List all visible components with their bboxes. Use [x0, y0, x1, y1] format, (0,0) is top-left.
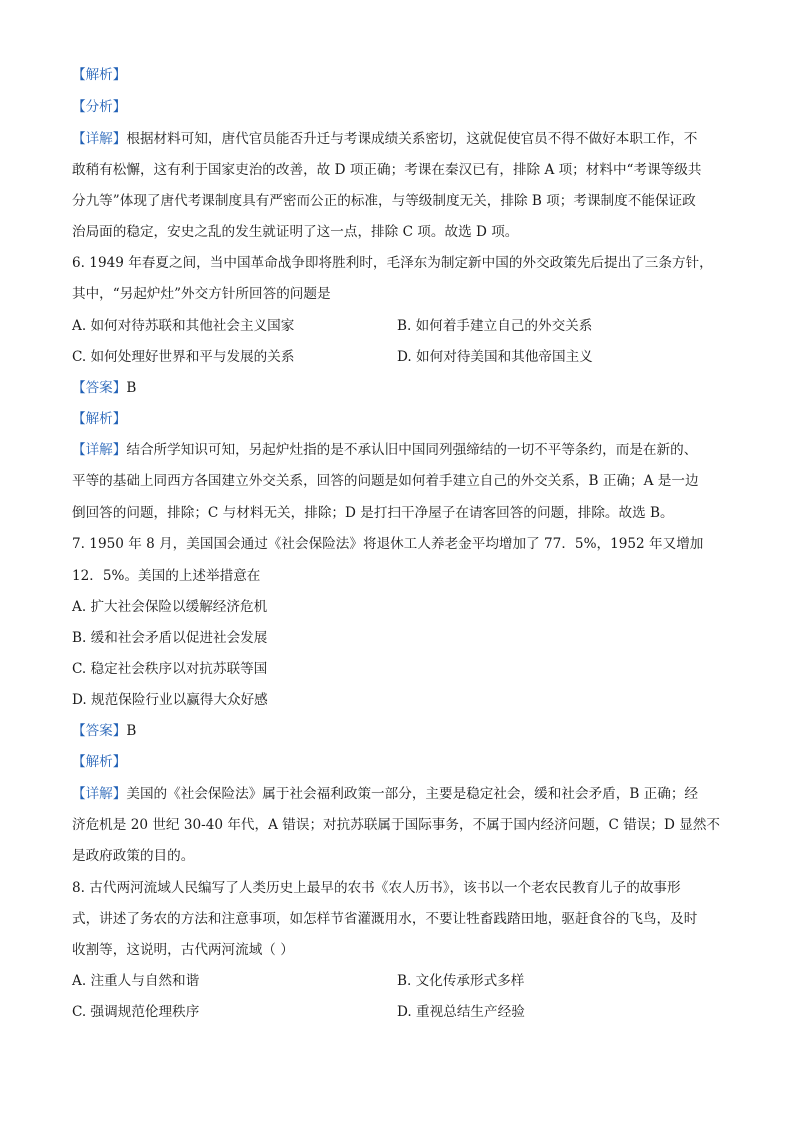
- q7-detail-line: [72, 784, 732, 804]
- q7-stem-line: 7. 1950 年 8 月，美国国会通过《社会保险法》将退休工人养老金平均增加了 77．5%，1952 年又增加: [72, 536, 704, 552]
- analysis-label: 【解析】: [72, 411, 127, 427]
- q6-answer-value: B: [126, 380, 137, 396]
- q6-detail-text: 结合所学知识可知，另起炉灶指的是不承认旧中国同列强缔结的一切不平等条约，而是在新的、: [126, 442, 698, 458]
- analysis-label: 【解析】: [72, 67, 127, 83]
- q8-option-a: A. 注重人与自然和谐: [72, 973, 200, 989]
- q6-stem-line: 6. 1949 年春夏之间，当中国革命战争即将胜利时，毛泽东为制定新中国的外交政策先后提出了三条方针，: [72, 255, 713, 271]
- q7-detail-text: 美国的《社会保险法》属于社会福利政策一部分，主要是稳定社会，缓和社会矛盾，B 正确；经: [126, 786, 699, 802]
- q7-option-c: C. 稳定社会秩序以对抗苏联等国: [72, 661, 268, 677]
- q6-detail-line: 平等的基础上同西方各国建立外交关系，回答的问题是如何着手建立自己的外交关系，B 正确；A 是一边: [72, 473, 699, 489]
- q6-option-c: C. 如何处理好世界和平与发展的关系: [72, 349, 295, 365]
- q6-option-d: D. 如何对待美国和其他帝国主义: [397, 349, 593, 365]
- q6-detail-line: 倒回答的问题，排除；C 与材料无关，排除；D 是打扫干净屋子在请客回答的问题，排除。故选 B。: [72, 505, 674, 521]
- q8-option-b: B. 文化传承形式多样: [397, 973, 525, 989]
- q6-stem-line: 其中，“另起炉灶”外交方针所回答的问题是: [72, 286, 331, 302]
- detail-label: 【详解】: [72, 442, 127, 458]
- q7-detail-line: 济危机是 20 世纪 30-40 年代，A 错误；对抗苏联属于国际事务，不属于国内经济问题，C 错误；D 显然不: [72, 817, 721, 833]
- q5-detail-line: 敢稍有松懈，这有利于国家吏治的改善，故 D 项正确；考课在秦汉已有，排除 A 项；材料中“考课等级共: [72, 162, 702, 178]
- q5-detail-line: 治局面的稳定，安史之乱的发生就证明了这一点，排除 C 项。故选 D 项。: [72, 224, 519, 240]
- q6-option-a: A. 如何对待苏联和其他社会主义国家: [72, 318, 295, 334]
- q6-option-b: B. 如何着手建立自己的外交关系: [397, 318, 593, 334]
- q7-detail-line: 是政府政策的目的。: [72, 848, 195, 864]
- q6-answer: [72, 378, 732, 398]
- q5-detail-text: 根据材料可知，唐代官员能否升迁与考课成绩关系密切，这就促使官员不得不做好本职工作，不: [126, 131, 698, 147]
- q7-option-b: B. 缓和社会矛盾以促进社会发展: [72, 630, 268, 646]
- q7-answer-value: B: [126, 723, 137, 739]
- q7-option-a: A. 扩大社会保险以缓解经济危机: [72, 599, 268, 615]
- q8-option-c: C. 强调规范伦理秩序: [72, 1004, 200, 1020]
- answer-label: 【答案】: [72, 380, 127, 396]
- q5-detail-line: [72, 129, 732, 149]
- q7-answer: [72, 721, 732, 741]
- q8-option-d: D. 重视总结生产经验: [397, 1004, 525, 1020]
- analysis-label: 【解析】: [72, 754, 127, 770]
- q6-analysis-tag: [72, 409, 732, 429]
- q8-stem-line: 式，讲述了务农的方法和注意事项，如怎样节省灌溉用水，不要让牲畜践踏田地，驱赶食谷的飞鸟，及时: [72, 911, 698, 927]
- detail-label: 【详解】: [72, 786, 127, 802]
- q7-option-d: D. 规范保险行业以赢得大众好感: [72, 692, 268, 708]
- fenxi-label: 【分析】: [72, 99, 127, 115]
- analysis-tag: [72, 65, 732, 85]
- answer-label: 【答案】: [72, 723, 127, 739]
- q7-stem-line: 12．5%。美国的上述举措意在: [72, 568, 261, 584]
- detail-label: 【详解】: [72, 131, 127, 147]
- q8-stem-line: 8. 古代两河流域人民编写了人类历史上最早的农书《农人历书》，该书以一个老农民教育儿子的故事形: [72, 880, 681, 896]
- fenxi-tag: [72, 97, 732, 117]
- q6-detail-line: [72, 440, 732, 460]
- q8-stem-line: 收割等，这说明，古代两河流域（ ）: [72, 942, 294, 958]
- q5-detail-line: 分九等”体现了唐代考课制度具有严密而公正的标准，与等级制度无关，排除 B 项；考课制度不能保证政: [72, 193, 696, 209]
- q7-analysis-tag: [72, 752, 732, 772]
